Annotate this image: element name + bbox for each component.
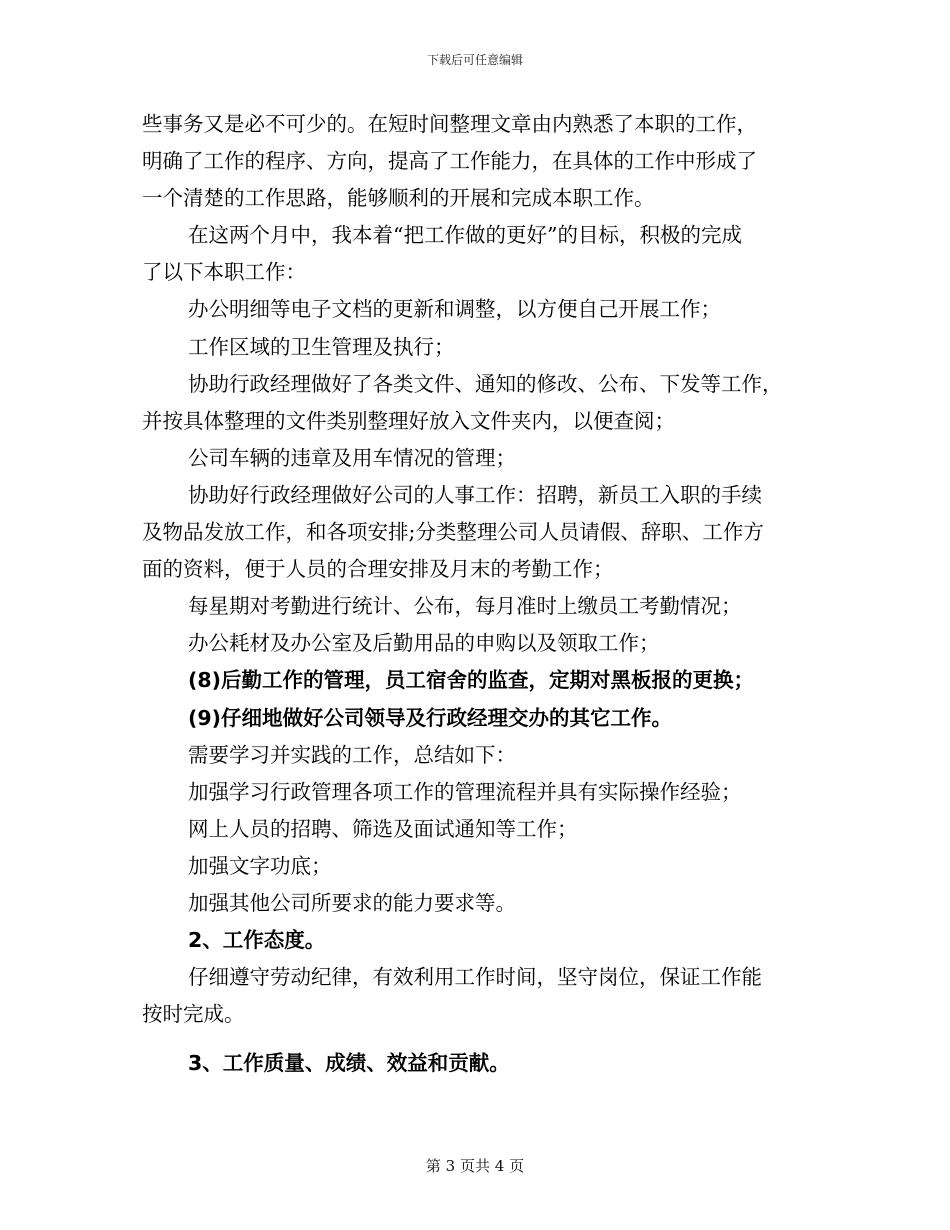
paragraph-line: 仔细遵守劳动纪律，有效利用工作时间，坚守岗位，保证工作能 <box>188 965 762 990</box>
page-header: 下载后可任意编辑 <box>426 53 523 67</box>
list-item: 每星期对考勤进行统计、公布，每月准时上缴员工考勤情况； <box>188 594 742 619</box>
list-item: 协助好行政经理做好公司的人事工作：招聘，新员工入职的手续 <box>188 482 762 507</box>
list-item-bold: (8)后勤工作的管理，员工宿舍的监查，定期对黑板报的更换； <box>188 668 755 693</box>
page-footer: 第 3 页共 4 页 <box>425 1157 525 1175</box>
list-item-continuation: 面的资料，便于人员的合理安排及月末的考勤工作； <box>142 557 614 582</box>
paragraph-line: 按时完成。 <box>142 1002 245 1027</box>
list-item-bold: (9)仔细地做好公司领导及行政经理交办的其它工作。 <box>188 705 673 730</box>
document-body <box>142 106 810 1082</box>
section-heading: 3、工作质量、成绩、效益和贡献。 <box>188 1051 510 1076</box>
section-heading: 2、工作态度。 <box>188 928 326 953</box>
list-item: 加强文字功底； <box>188 853 332 878</box>
paragraph-line: 一个清楚的工作思路，能够顺利的开展和完成本职工作。 <box>142 186 655 211</box>
list-item-continuation: 并按具体整理的文件类别整理好放入文件夹内，以便查阅； <box>142 408 675 433</box>
paragraph-line: 些事务又是必不可少的。在短时间整理文章由内熟悉了本职的工作， <box>142 112 757 136</box>
list-item: 加强学习行政管理各项工作的管理流程并具有实际操作经验； <box>188 779 742 804</box>
list-item: 网上人员的招聘、筛选及面试通知等工作； <box>188 816 578 841</box>
paragraph-gap <box>142 1033 810 1045</box>
list-heading: 需要学习并实践的工作，总结如下： <box>188 742 516 767</box>
list-item-continuation: 及物品发放工作，和各项安排;分类整理公司人员请假、辞职、工作方 <box>142 520 764 545</box>
list-item: 加强其他公司所要求的能力要求等。 <box>188 890 516 915</box>
paragraph-line: 在这两个月中，我本着“把工作做的更好”的目标，积极的完成 <box>188 223 742 248</box>
list-item: 工作区域的卫生管理及执行； <box>188 334 455 359</box>
paragraph-line: 明确了工作的程序、方向，提高了工作能力，在具体的工作中形成了 <box>142 149 757 174</box>
list-item: 办公明细等电子文档的更新和调整，以方便自己开展工作； <box>188 297 721 322</box>
paragraph-line: 了以下本职工作： <box>142 260 306 285</box>
list-item: 协助行政经理做好了各类文件、通知的修改、公布、下发等工作， <box>188 371 783 396</box>
list-item: 办公耗材及办公室及后勤用品的申购以及领取工作； <box>188 631 660 656</box>
list-item: 公司车辆的违章及用车情况的管理； <box>188 445 516 470</box>
